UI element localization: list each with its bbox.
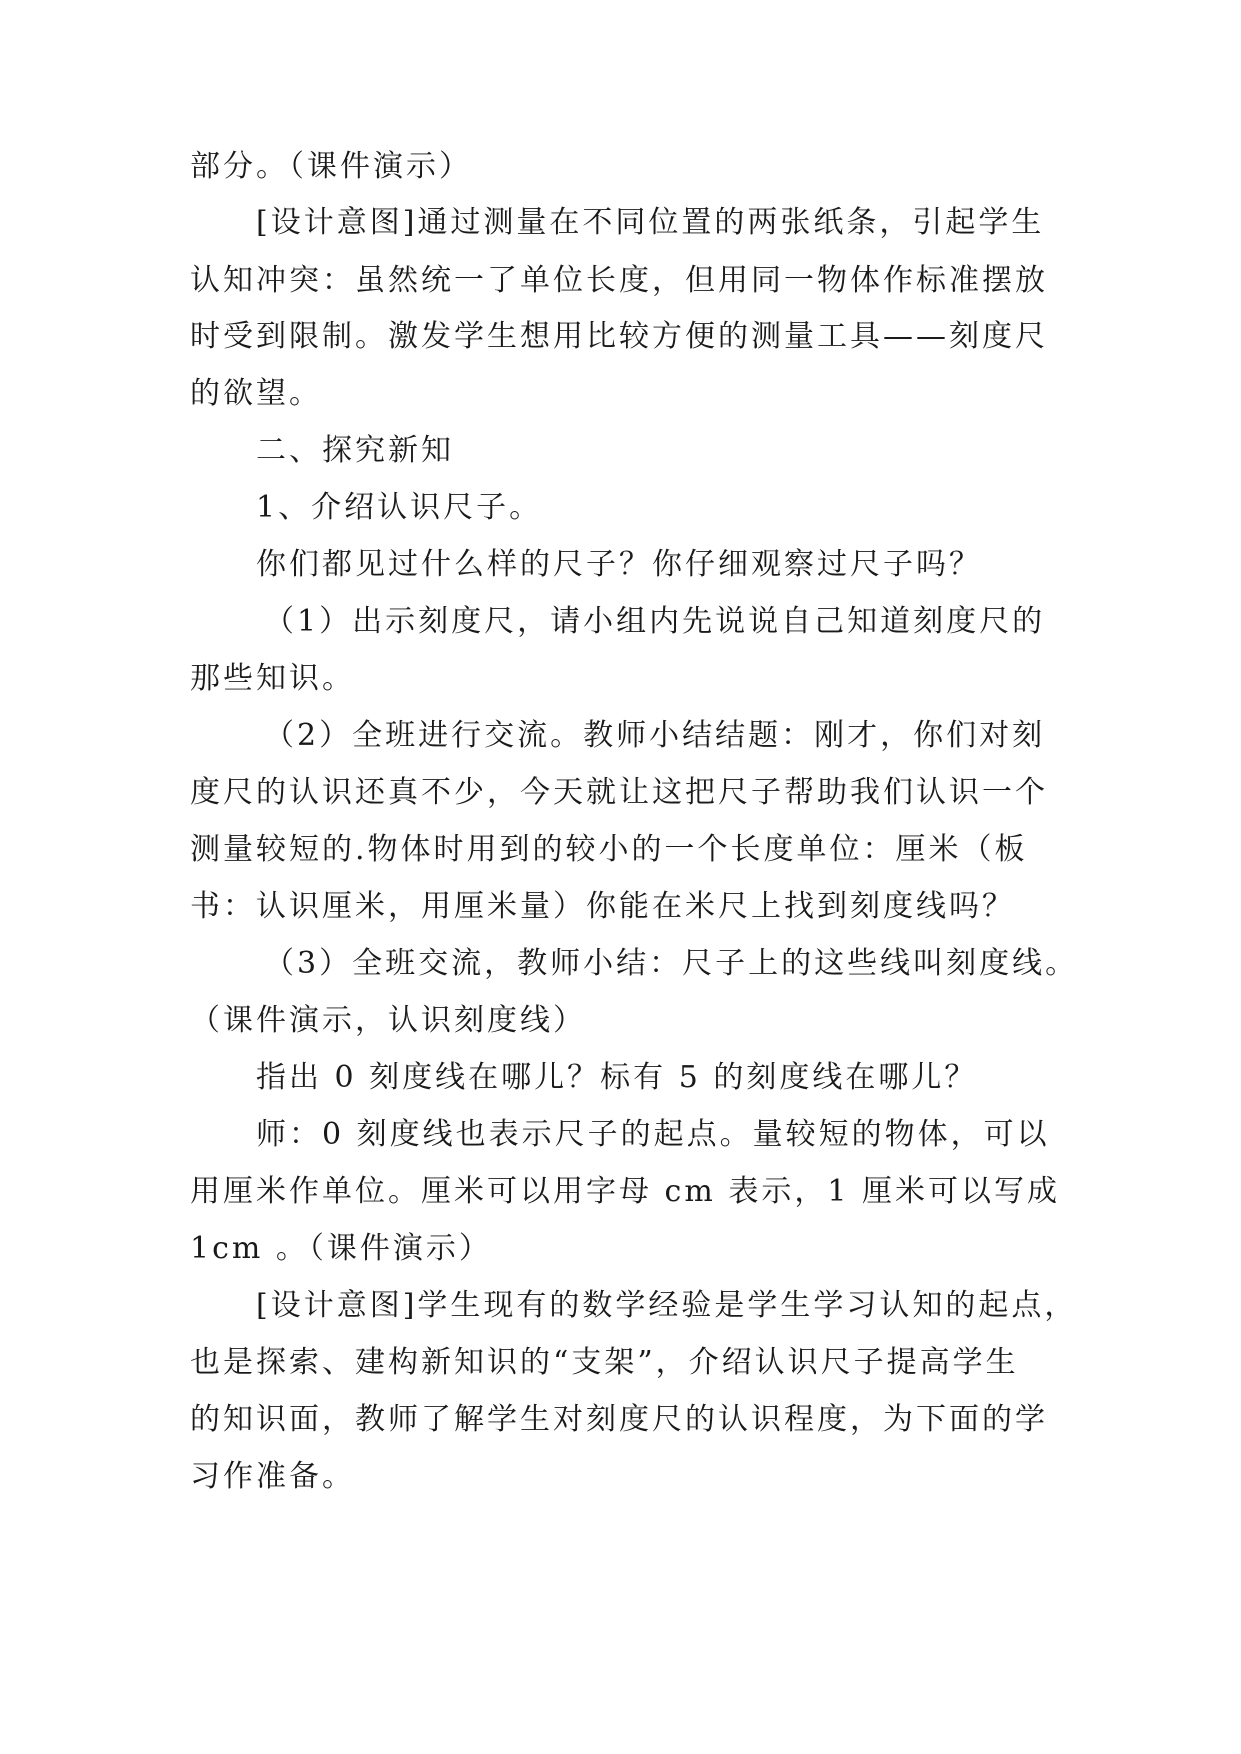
text-line: （3）全班交流，教师小结：尺子上的这些线叫刻度线。 [264,946,1079,981]
text-line: 那些知识。 [190,661,355,696]
subsection-heading: 1、介绍认识尺子。 [256,490,543,525]
text-line: 的欲望。 [190,376,322,411]
text-line: 你们都见过什么样的尺子？你仔细观察过尺子吗？ [256,547,982,582]
text-line: 度尺的认识还真不少，今天就让这把尺子帮助我们认识一个 [190,775,1048,810]
text-line: 书：认识厘米，用厘米量）你能在米尺上找到刻度线吗？ [190,889,1015,924]
text-line: 测量较短的.物体时用到的较小的一个长度单位：厘米（板 [190,832,1028,867]
text-line: 师：0 刻度线也表示尺子的起点。量较短的物体，可以 [256,1117,1050,1152]
text-line: 部分。（课件演示） [190,149,472,184]
text-line: 指出 0 刻度线在哪儿？标有 5 的刻度线在哪儿？ [256,1060,978,1095]
section-heading: 二、探究新知 [256,433,454,468]
text-line: [设计意图]通过测量在不同位置的两张纸条，引起学生 [256,205,1045,240]
text-line: 也是探索、建构新知识的“支架”，介绍认识尺子提高学生 [190,1345,1019,1380]
text-line: 1cm 。（课件演示） [190,1231,492,1266]
text-line: 用厘米作单位。厘米可以用字母 cm 表示，1 厘米可以写成 [190,1174,1060,1209]
text-line: 认知冲突：虽然统一了单位长度，但用同一物体作标准摆放 [190,263,1048,298]
text-line: （课件演示，认识刻度线） [190,1003,586,1038]
text-line: （1）出示刻度尺，请小组内先说说自己知道刻度尺的 [264,604,1046,639]
text-line: 的知识面，教师了解学生对刻度尺的认识程度，为下面的学 [190,1402,1048,1437]
text-line: 习作准备。 [190,1459,355,1494]
text-line: [设计意图]学生现有的数学经验是学生学习认知的起点， [256,1288,1078,1323]
text-line: 时受到限制。激发学生想用比较方便的测量工具——刻度尺 [190,319,1048,354]
text-line: （2）全班进行交流。教师小结结题：刚才，你们对刻 [264,718,1046,753]
